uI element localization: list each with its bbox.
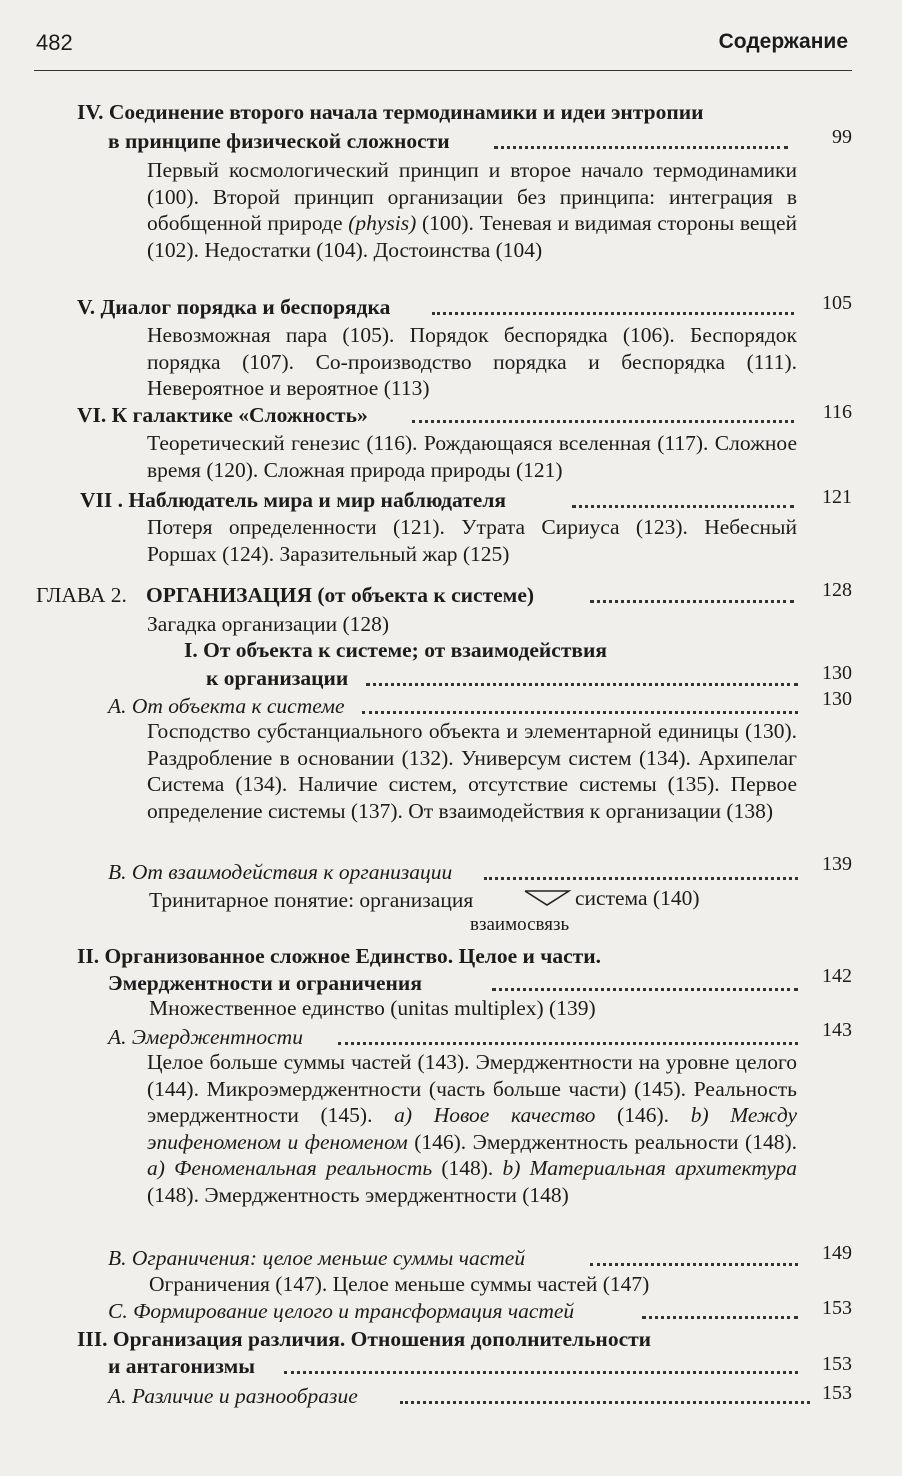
entry-title-line1: II. Организованное сложное Единство. Целое и части. (77, 944, 602, 968)
entry-title: V. Диалог порядка и беспорядка (77, 295, 391, 319)
page-ref: 139 (822, 853, 852, 875)
page-number: 482 (36, 30, 73, 55)
page-ref: 149 (822, 1242, 852, 1264)
page-ref: 153 (822, 1382, 852, 1404)
entry-description: Загадка организации (128) (147, 612, 390, 636)
page-ref: 143 (822, 1019, 852, 1041)
page-ref: 121 (822, 486, 852, 508)
page-ref: 128 (822, 579, 852, 601)
page-ref: 130 (822, 688, 852, 710)
page-ref: 153 (822, 1297, 852, 1319)
trinity-interrelation: взаимосвязь (470, 914, 570, 935)
header-rule (34, 70, 852, 71)
entry-title: B. Ограничения: целое меньше суммы частей (108, 1246, 526, 1270)
page-ref: 142 (822, 965, 852, 987)
entry-title-line1: III. Организация различия. Отношения дополнительности (77, 1327, 652, 1351)
leader-dots (590, 1253, 798, 1266)
running-title: Содержание (718, 30, 848, 53)
entry-description: Множественное единство (unitas multiplex) (139) (149, 996, 596, 1020)
entry-title-line1: I. От объекта к системе; от взаимодействия (184, 638, 608, 662)
entry-title: B. От взаимодействия к организации (108, 860, 453, 884)
page-ref: 116 (822, 401, 852, 423)
leader-dots (338, 1032, 798, 1045)
leader-dots (492, 978, 798, 991)
leader-dots (366, 673, 798, 686)
entry-title-line2: к организации (206, 666, 349, 690)
leader-dots (572, 495, 794, 508)
entry-title: А. Различие и разнообразие (108, 1384, 358, 1408)
entry-title-line1: IV. Соединение второго начала термодинамики и идеи энтропии (77, 100, 704, 124)
chapter-title: ОРГАНИЗАЦИЯ (от объекта к системе) (146, 583, 535, 607)
entry-title: VI. К галактике «Сложность» (77, 403, 368, 427)
entry-title: С. Формирование целого и трансформация частей (108, 1299, 575, 1323)
entry-description: Целое больше суммы частей (143). Эмерджентности на уровне целого (144). Микроэмерджентности (часть больше части) (145). Реальность эмерджентности (145). a) Новое качество (146). b) Между эпифеноменом и феноменом (146). Эмерджентность реальности (148). a) Феноменальная реальность (148). b) Материальная архитектура (148). Эмерджентность эмерджентности (148) (147, 1050, 798, 1207)
entry-title: А. От объекта к системе (108, 694, 345, 718)
entry-title-line2: Эмерджентности и ограничения (108, 971, 422, 995)
leader-dots (642, 1306, 798, 1319)
leader-dots (484, 867, 798, 880)
leader-dots (412, 410, 794, 423)
leader-dots (284, 1361, 798, 1374)
entry-title: VII . Наблюдатель мира и мир наблюдателя (80, 488, 507, 512)
trinity-system: система (140) (575, 886, 700, 910)
entry-description: Теоретический генезис (116). Рождающаяся вселенная (117). Сложное время (120). Сложная природа природы (121) (147, 431, 797, 482)
leader-dots (590, 590, 794, 603)
entry-title-line2: в принципе физической сложности (108, 129, 450, 153)
entry-title: А. Эмерджентности (108, 1025, 303, 1049)
leader-dots (494, 136, 788, 149)
chapter-prefix: ГЛАВА 2. (36, 583, 127, 607)
entry-title-line2: и антагонизмы (108, 1354, 255, 1378)
entry-description: Первый космологический принцип и второе начало термодинамики (100). Второй принцип организации без принципа: интеграция в обобщенной природе (physis) (100). Теневая и видимая стороны вещей (102). Недостатки (104). Достоинства (104) (147, 158, 797, 262)
entry-description: Ограничения (147). Целое меньше суммы частей (147) (149, 1272, 650, 1296)
entry-description: Господство субстанциального объекта и элементарной единицы (130). Раздробление в основании (132). Универсум систем (134). Архипелаг Система (134). Наличие систем, отсутствие системы (135). Первое определение системы (137). От взаимодействия к организации (138) (147, 719, 797, 823)
page-ref: 105 (822, 292, 852, 314)
entry-description: Потеря определенности (121). Утрата Сириуса (123). Небесный Роршах (124). Заразительный жар (125) (147, 515, 797, 566)
page-ref: 153 (822, 1353, 852, 1375)
leader-dots (400, 1391, 810, 1404)
leader-dots (362, 701, 798, 714)
trinity-lead: Тринитарное понятие: организация (149, 888, 474, 912)
entry-description: Невозможная пара (105). Порядок беспорядка (106). Беспорядок порядка (107). Со-производство порядка и беспорядка (111). Невероятное и вероятное (113) (147, 323, 797, 401)
page-ref: 99 (832, 126, 852, 148)
page-ref: 130 (822, 662, 852, 684)
triangle-icon (523, 888, 571, 908)
leader-dots (432, 302, 794, 315)
